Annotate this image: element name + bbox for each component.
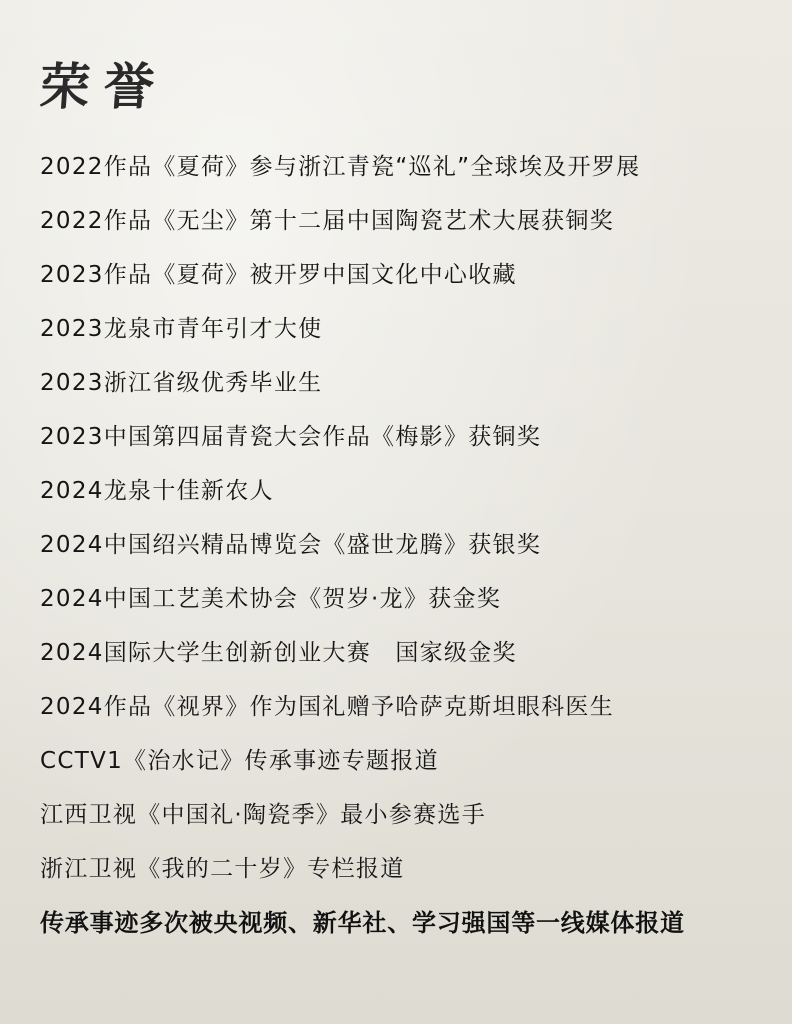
honor-item: 传承事迹多次被央视频、新华社、学习强国等一线媒体报道	[40, 909, 685, 937]
honor-item: 江西卫视《中国礼·陶瓷季》最小参赛选手	[40, 802, 487, 828]
honor-item: 2024中国工艺美术协会《贺岁·龙》获金奖	[40, 586, 502, 612]
honor-item: 2023作品《夏荷》被开罗中国文化中心收藏	[40, 262, 517, 288]
honor-item: 2024龙泉十佳新农人	[40, 478, 274, 504]
honor-item: 2024作品《视界》作为国礼赠予哈萨克斯坦眼科医生	[40, 694, 615, 720]
honor-item: 2022作品《无尘》第十二届中国陶瓷艺术大展获铜奖	[40, 208, 615, 234]
honor-item: CCTV1《治水记》传承事迹专题报道	[40, 748, 439, 774]
honor-item: 2022作品《夏荷》参与浙江青瓷“巡礼”全球埃及开罗展	[40, 154, 641, 180]
honor-item: 2024中国绍兴精品博览会《盛世龙腾》获银奖	[40, 532, 542, 558]
honors-list	[40, 146, 785, 956]
page-title: 荣誉	[37, 57, 171, 116]
honor-item: 浙江卫视《我的二十岁》专栏报道	[40, 856, 405, 882]
honor-item: 2023中国第四届青瓷大会作品《梅影》获铜奖	[40, 424, 542, 450]
honor-item: 2023龙泉市青年引才大使	[40, 316, 323, 342]
honor-item: 2023浙江省级优秀毕业生	[40, 370, 323, 396]
honor-item: 2024国际大学生创新创业大赛 国家级金奖	[40, 640, 517, 666]
